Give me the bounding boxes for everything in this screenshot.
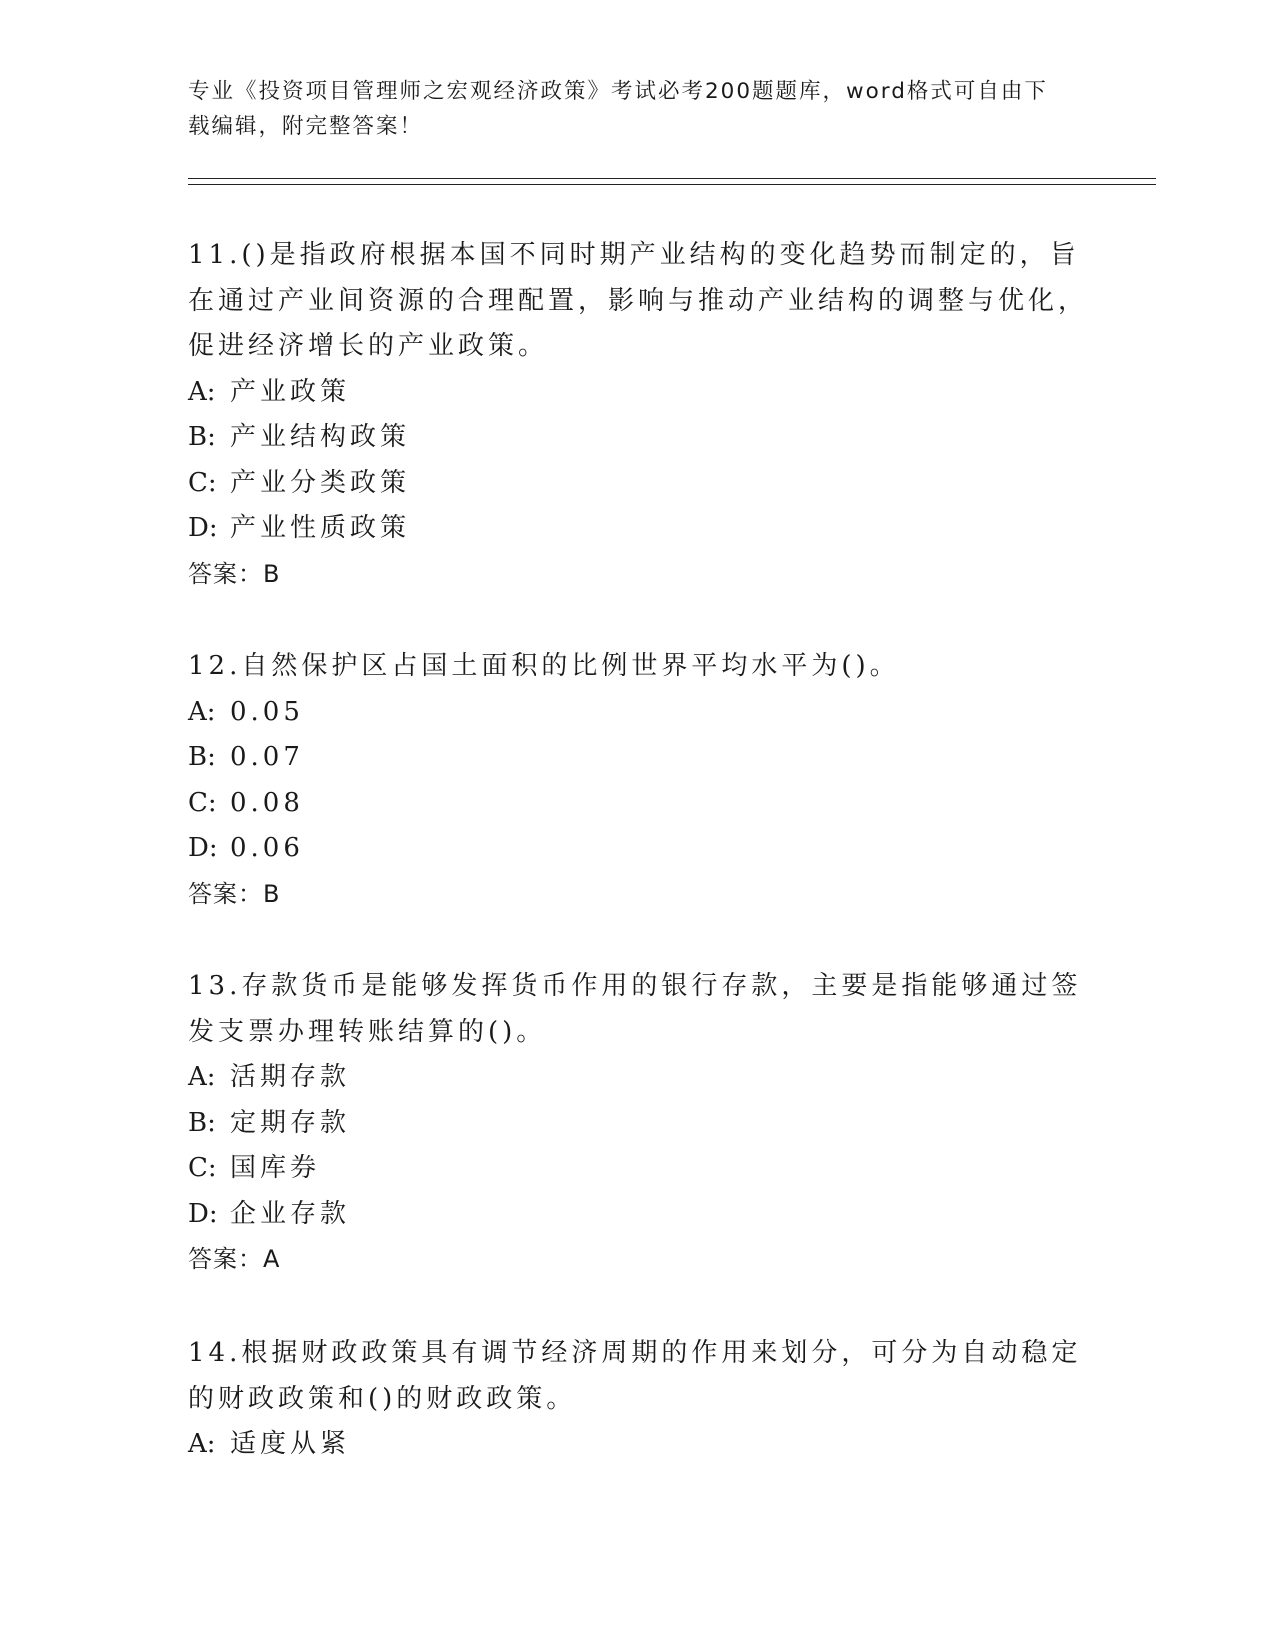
header-divider-bottom [188,184,1156,185]
question-stem: 14.根据财政政策具有调节经济周期的作用来划分，可分为自动稳定的财政政策和()的财政政策。 [188,1338,1082,1414]
option-text: 国库券 [230,1153,321,1183]
option-letter: A: [188,1429,216,1459]
answer-line: 答案：B [188,879,281,908]
option-letter: B: [188,742,216,772]
option-letter: C: [188,467,217,498]
option-a [188,1422,1088,1468]
option-d [188,506,1088,552]
question-11 [188,233,1088,597]
answer-line: 答案：B [188,559,281,588]
option-c [188,781,1088,827]
option-text: 企业存款 [230,1198,351,1229]
option-text: 适度从紧 [230,1429,351,1459]
option-text: 产业结构政策 [230,422,411,452]
option-a [188,690,1088,736]
option-letter: B: [188,422,216,452]
option-b [188,415,1088,461]
question-stem: 13.存款货币是能够发挥货币作用的银行存款，主要是指能够通过签发支票办理转账结算的()。 [188,971,1082,1047]
option-text: 0.05 [230,696,304,727]
option-text: 0.08 [230,787,304,818]
option-d [188,826,1088,872]
option-letter: D: [188,1198,218,1229]
option-text: 定期存款 [230,1107,351,1138]
question-stem: 11.()是指政府根据本国不同时期产业结构的变化趋势而制定的，旨在通过产业间资源的合理配置，影响与推动产业结构的调整与优化，促进经济增长的产业政策。 [188,240,1089,361]
option-letter: A: [188,696,216,727]
option-c [188,1146,1088,1192]
option-letter: D: [188,833,218,863]
option-text: 0.06 [230,833,304,863]
option-letter: D: [188,513,218,543]
option-a [188,370,1088,416]
option-letter: A: [188,1062,216,1092]
option-letter: B: [188,1107,216,1138]
document-header: 专业《投资项目管理师之宏观经济政策》考试必考200题题库，word格式可自由下载编辑，附完整答案！ [188,79,1048,139]
option-text: 0.07 [230,742,304,772]
answer-line: 答案：A [188,1245,281,1273]
question-13 [188,964,1088,1283]
option-b [188,1101,1088,1147]
option-text: 产业性质政策 [230,513,411,543]
option-text: 活期存款 [230,1062,351,1092]
option-b [188,735,1088,781]
option-c [188,461,1088,507]
question-stem: 12.自然保护区占国土面积的比例世界平均水平为()。 [188,651,900,681]
question-12 [188,644,1088,917]
option-letter: C: [188,1153,217,1183]
option-letter: C: [188,787,217,818]
header-divider-top [188,178,1156,179]
option-text: 产业分类政策 [230,467,411,498]
option-a [188,1055,1088,1101]
option-d [188,1192,1088,1238]
question-14 [188,1331,1088,1468]
option-letter: A: [188,376,216,407]
option-text: 产业政策 [230,376,351,407]
